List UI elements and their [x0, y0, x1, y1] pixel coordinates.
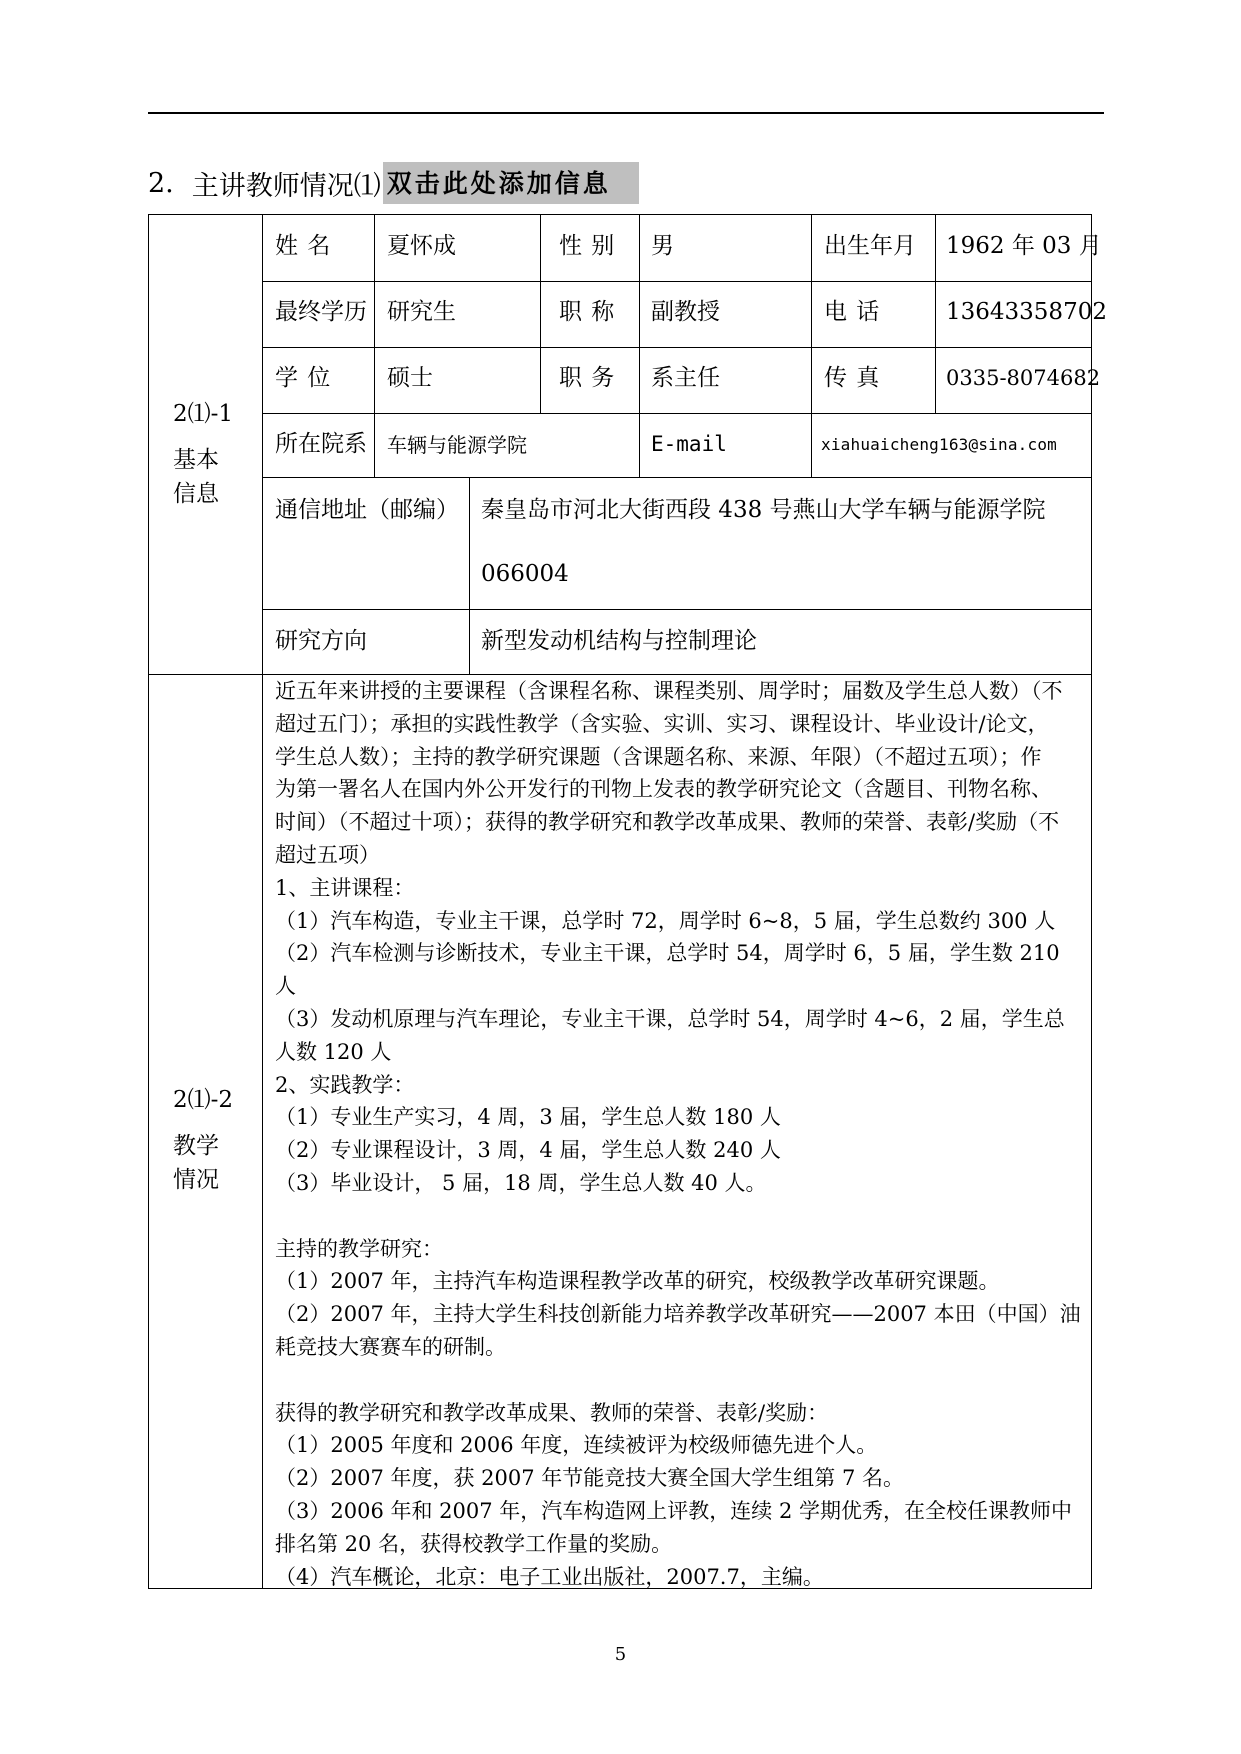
teaching-line: 耗竞技大赛赛车的研制。 — [275, 1334, 506, 1359]
name-label: 姓 名 — [275, 233, 332, 259]
teaching-line: 为第一署名人在国内外公开发行的刊物上发表的教学研究论文（含题目、刊物名称、 — [275, 777, 1052, 802]
page-number: 5 — [614, 1644, 627, 1665]
education-value: 研究生 — [387, 299, 456, 325]
teaching-line: 主持的教学研究： — [275, 1236, 443, 1261]
gender-label: 性 别 — [559, 233, 616, 259]
teaching-line: 学生总人数）；主持的教学研究课题（含课题名称、来源、年限）（不超过五项）；作 — [275, 744, 1042, 769]
teaching-line: 排名第 20 名，获得校教学工作量的奖励。 — [275, 1531, 673, 1556]
birth-label: 出生年月 — [824, 233, 916, 259]
name-value: 夏怀成 — [387, 233, 456, 259]
teaching-line: （1）汽车构造，专业主干课，总学时 72，周学时 6~8，5 届，学生总数约 300 人 — [275, 908, 1056, 933]
teaching-label-line1: 教学 — [173, 1133, 219, 1159]
blank-line — [275, 1200, 1083, 1233]
title-value: 副教授 — [651, 299, 720, 325]
basic-info-section-id: 2⑴-1 — [173, 401, 234, 427]
gender-value: 男 — [651, 233, 674, 259]
basic-info-section-label — [173, 397, 233, 511]
teaching-line: 人数 120 人 — [275, 1039, 392, 1064]
basic-info-label-line1: 基本 — [173, 447, 219, 473]
position-label: 职 务 — [559, 365, 616, 391]
teaching-line: （1）2007 年，主持汽车构造课程教学改革的研究，校级教学改革研究课题。 — [275, 1269, 1000, 1294]
teaching-line: 近五年来讲授的主要课程（含课程名称、课程类别、周学时；届数及学生总人数）（不 — [275, 679, 1063, 703]
teaching-section-id: 2⑴-2 — [173, 1087, 234, 1113]
teaching-line: （2）专业课程设计，3 周，4 届，学生总人数 240 人 — [275, 1138, 781, 1163]
blank-line — [275, 1364, 1083, 1397]
heading-title: 主讲教师情况⑴ — [191, 170, 381, 202]
teaching-line: 人 — [275, 974, 296, 999]
position-value: 系主任 — [651, 365, 720, 391]
teaching-line: （3）2006 年和 2007 年，汽车构造网上评教，连续 2 学期优秀，在全校任课教师中 — [275, 1498, 1072, 1523]
basic-info-label-line2: 信息 — [173, 481, 219, 507]
phone-label: 电 话 — [824, 299, 881, 325]
dept-label: 所在院系 — [275, 431, 367, 457]
teaching-line: 时间）（不超过十项）；获得的教学研究和教学改革成果、教师的荣誉、表彰/奖励（不 — [275, 810, 1060, 835]
address-line1: 秦皇岛市河北大街西段 438 号燕山大学车辆与能源学院 — [481, 497, 1046, 523]
birth-value: 1962 年 03 月 — [946, 233, 1102, 259]
email-value: xiahuaicheng163@sina.com — [821, 435, 1057, 454]
teaching-line: （3）发动机原理与汽车理论，专业主干课，总学时 54，周学时 4~6，2 届，学生总 — [275, 1006, 1065, 1031]
teaching-label-line2: 情况 — [173, 1167, 219, 1193]
teaching-line: （3）毕业设计， 5 届，18 周，学生总人数 40 人。 — [275, 1170, 767, 1195]
teaching-line: 超过五门）；承担的实践性教学（含实验、实训、实习、课程设计、毕业设计/论文， — [275, 711, 1049, 736]
email-label: E-mail — [651, 432, 727, 456]
teaching-line: （2）2007 年度，获 2007 年节能竞技大赛全国大学生组第 7 名。 — [275, 1466, 904, 1491]
teaching-line: 2、实践教学： — [275, 1072, 415, 1097]
degree-value: 硕士 — [387, 365, 433, 391]
phone-value: 13643358702 — [946, 299, 1107, 325]
teaching-line: 获得的教学研究和教学改革成果、教师的荣誉、表彰/奖励： — [275, 1400, 829, 1425]
teaching-line: （1）专业生产实习，4 周，3 届，学生总人数 180 人 — [275, 1105, 781, 1130]
heading-number: 2. — [148, 167, 174, 199]
title-label: 职 称 — [559, 299, 616, 325]
dept-value: 车辆与能源学院 — [387, 433, 527, 457]
teaching-content — [275, 675, 1083, 1593]
section-heading — [148, 160, 639, 206]
add-info-button[interactable]: 双击此处添加信息 — [383, 162, 639, 204]
address-label: 通信地址（邮编） — [275, 497, 459, 523]
research-value: 新型发动机结构与控制理论 — [481, 628, 757, 654]
teaching-line: （2）汽车检测与诊断技术，专业主干课，总学时 54，周学时 6，5 届，学生数 210 — [275, 941, 1060, 966]
teacher-info-table — [148, 214, 1107, 1589]
teaching-section-label — [173, 1083, 233, 1197]
header-rule — [148, 112, 1104, 114]
teaching-line: （4）汽车概论，北京：电子工业出版社，2007.7，主编。 — [275, 1564, 824, 1589]
fax-label: 传 真 — [824, 365, 881, 391]
fax-value: 0335-8074682 — [946, 366, 1101, 390]
teaching-line: （2）2007 年，主持大学生科技创新能力培养教学改革研究——2007 本田（中国）油 — [275, 1302, 1081, 1327]
address-line2: 066004 — [481, 561, 569, 587]
education-label: 最终学历 — [275, 299, 367, 325]
degree-label: 学 位 — [275, 365, 332, 391]
teaching-line: 超过五项） — [275, 842, 380, 867]
research-label: 研究方向 — [275, 628, 367, 654]
teaching-line: （1）2005 年度和 2006 年度，连续被评为校级师德先进个人。 — [275, 1433, 878, 1458]
teaching-line: 1、主讲课程： — [275, 875, 415, 900]
